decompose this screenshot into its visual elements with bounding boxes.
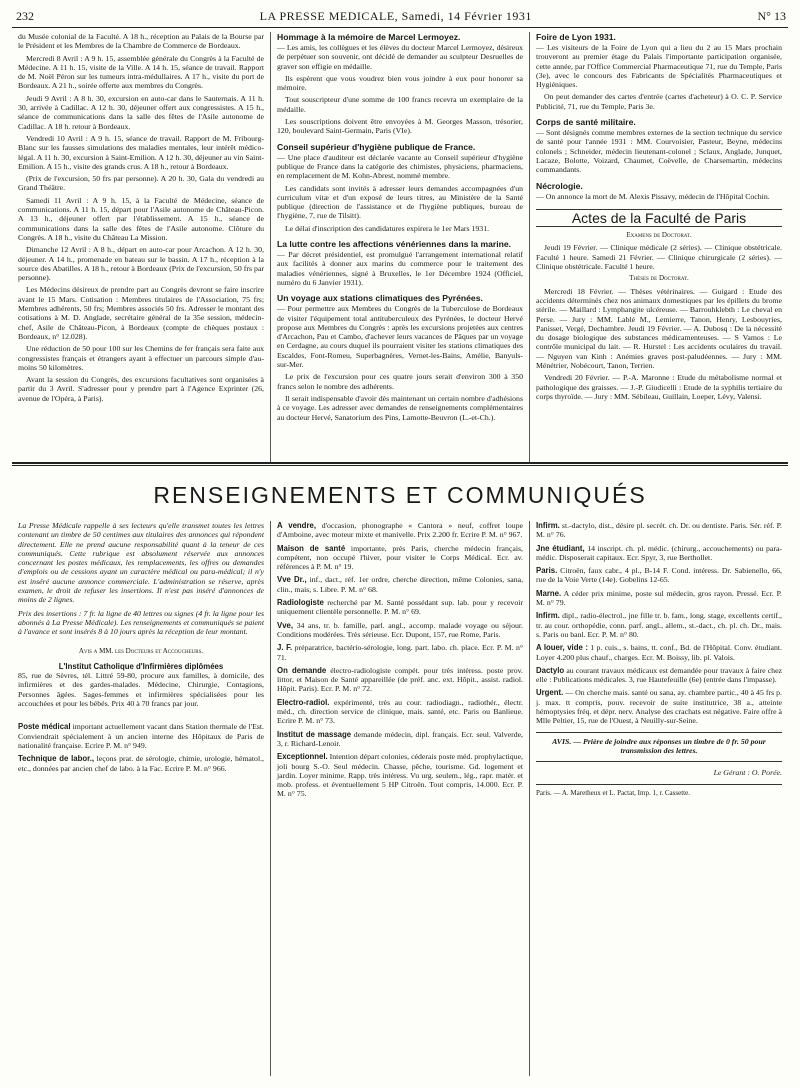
- paragraph: — Pour permettre aux Membres du Congrès de la Tuberculose de Bordeaux de visiter l'équipement total antituberculeux des Pyrénées, le docteur Hervé propose aux Membres du Congrès : après les excursions projetées aux centres d'Arcachon, Pau et Cambo, d'achever leurs vacances de Pâques par un voyage en Cerdagne, au cours duquel ils pourraient visiter les stations climatiques des Escaldes, Font-Romeu, Superbagnères, Vernet-les-Bains, Amélie, Banyuls-sur-Mer.: [277, 304, 523, 370]
- section-divider: [12, 465, 788, 466]
- paragraph: Dimanche 12 Avril : A 8 h., départ en auto-car pour Arcachon. A 12 h. 30, déjeuner. A 14 h., promenade en bateau sur le bassin. A 17 h., réception à la source des Abatilles. A 18 h., retour à Bordeaux (Prix de l'excursion, 50 frs par personne).: [18, 245, 264, 283]
- paragraph: Jeudi 19 Février. — Clinique médicale (2 séries). — Clinique obstétricale. Faculté 1 heure. Samedi 21 Février. — Clinique chirurgicale (2 séries). — Clinique obstétricale. Faculté 1 heure.: [536, 243, 782, 272]
- ad-heading: Electro-radiol.: [277, 697, 330, 707]
- classified-ad: [536, 611, 782, 639]
- classified-ad: [536, 544, 782, 563]
- ad-heading: Marne.: [536, 588, 562, 598]
- classified-ad: [536, 521, 782, 540]
- ad-heading: Paris.: [536, 566, 558, 576]
- ad-text: d'occasion, phonographe « Cantora » neuf, coffret loupe d'Amboine, avec moteur mixte et manivelle. Prix 2.200 fr. Ecrire P. M. n° 967.: [277, 521, 523, 540]
- page-number: 232: [16, 9, 34, 23]
- ad-text: — On cherche mais. santé ou sana, ay. chambre partic., 40 à 45 frs p. j. max. tt compris, pouv. recevoir de suite institutrice, 38 a., atteinte hémoptysies fréq. et dépr. nerv. Analyse des crachats est négative. Faire offre à Mlle Peltier, 15, rue de l'Ouest, à Neuilly-sur-Seine.: [536, 688, 782, 726]
- classified-ad: [277, 598, 523, 617]
- ad-text: 34 ans, tr. b. famille, parl. angl., accomp. malade voyage ou séjour. Conditions modérées. Très sérieuse. Ecr. Dupont, 157, rue Rome, Paris.: [277, 620, 523, 639]
- paragraph: Jeudi 9 Avril : A 8 h. 30, excursion en auto-car dans le Sauternais. A 11 h. 30, arrivée à Cadillac. A 12 h. 30, déjeuner offert aux congressistes. A 15 h., séance de communications dans la salle des fêtes de l'Asile autonome de Cadillac. A 18 h. retour à Bordeaux.: [18, 93, 264, 131]
- ad-heading: Technique de labor.,: [18, 754, 95, 764]
- newspaper-page: [12, 6, 788, 1076]
- classified-ad: [277, 666, 523, 694]
- paragraph: — Par décret présidentiel, est promulgué l'arrangement international relatif aux facilités à donner aux marins du commerce pour le traitement des maladies vénériennes, signé à Bruxelles, le 1er Décembre 1924 (Officiel, numéro du 6 Janvier 1931).: [277, 250, 523, 287]
- subheading-doctorat: Examens de Doctorat.: [626, 231, 692, 240]
- lermoyez-heading: Hommage à la mémoire de Marcel Lermoyez.: [277, 32, 461, 42]
- ad-text: Intention départ colonies, céderais poste méd. prophylactique, joli bourg S.-O. Seul médecin. Chasse, pêche, tourisme. Gd. logement et jardin. Loyer minime. Rapp. très intéress. Vu urg. seulem., lég., rapr. matér. et mob. profess. et éventuellement 5 HP Citroën. Tout compris, 14.000. Ecr. P. M. n° 75.: [277, 752, 523, 799]
- paragraph: Le délai d'inscription des candidatures expirera le 1er Mars 1931.: [285, 223, 490, 233]
- printer-line: Paris. — A. Maretheux et L. Pactat, Imp. 1, r. Cassette.: [536, 784, 782, 798]
- classified-ad: [277, 544, 523, 572]
- paragraph: du Musée colonial de la Faculté. A 18 h., réception au Palais de la Bourse par le Président et les Membres de la Chambre de Commerce de Bordeaux.: [18, 32, 264, 51]
- ad-heading: Maison de santé: [277, 543, 346, 553]
- ad-text: dipl., radio-électrol., jne fille tr. b. fam., long. stage, excellents certif., tr. au cour. orthopédie, conn. parf. angl., allem., st.-dact., ch. pl. ch. Dr., mais. s. Paris ou banl. Ecr. P. M. n° 80.: [536, 611, 782, 639]
- ad-heading: Dactylo: [536, 665, 565, 675]
- ad-text: leçons prat. de sérologie, chimie, urologie, hématol., etc., données par ancien chef de labo. à la Fac. Ecrire P. M. n° 966.: [18, 754, 265, 773]
- classified-ad: [536, 666, 782, 685]
- ad-heading: A vendre,: [277, 521, 316, 530]
- voyage-heading: Un voyage aux stations climatiques des Pyrénées.: [277, 293, 483, 304]
- ads-column-3: [529, 521, 788, 1076]
- paragraph: Le prix de l'excursion pour ces quatre jours serait d'environ 300 à 350 francs selon le nombre des adhérents.: [277, 372, 523, 391]
- ad-heading: Vve Dr.,: [277, 575, 307, 585]
- classified-ad: [277, 643, 523, 662]
- ad-text: important actuellement vacant dans Station thermale de l'Est. Conviendrait spécialement à un ancien interne des Hôpitaux de Paris de nationalité française. Ecrire P. M. n° 949.: [18, 722, 264, 750]
- ad-text: importante, près Paris, cherche médecin français, compétent, non occupé l'hiver, pour visiter le Corps Médical. Ecr. av. références à P. M. n° 19.: [277, 543, 523, 572]
- ad-heading: Infirm.: [536, 521, 560, 530]
- ad-text: Citroën, faux cabr., 4 pl., B-14 F. Cond. intéress. Dr. Sabienello, 66, rue de la Voie Verte (14e). Gobelins 12-65.: [536, 566, 782, 585]
- paragraph: — Une place d'auditeur est déclarée vacante au Conseil supérieur d'hygiène publique de France dans la catégorie des chimistes, physiciens, pharmaciens, en remplacement de M. Kohn-Abrest, nommé membre.: [277, 152, 523, 181]
- paragraph: Vendredi 10 Avril : A 9 h. 15, séance de travail. Rapport de M. Fribourg-Blanc sur les fausses simulations des maladies mentales, leur intérêt médico-légal. A 11 h. 30, excursion à Saint-Emilion. A 12 h. 30, déjeuner au vin Saint-Emilion. A 15 h., visite des grands crus. A 18 h., retour à Bordeaux.: [18, 133, 264, 171]
- paragraph: — Les visiteurs de la Foire de Lyon qui a lieu du 2 au 15 Mars prochain trouveront au premier étage du Palais l'importante participation organisée, cette année, par l'Office Commercial Pharmaceutique 71, rue du Temple, Paris (3e), avec le concours des Fabricants de Spécialités Pharmaceutiques et Hygiéniques.: [536, 43, 782, 90]
- classified-ad: [536, 688, 782, 725]
- ad-text: demande médecin, dipl. français. Ecr. seul. Valverde, 3, r. Richard-Lenoir.: [277, 729, 524, 748]
- classified-ad: [277, 698, 523, 726]
- paragraph: On peut demander des cartes d'entrée (cartes d'acheteur) à O. C. P. Service Publicité, 71, rue du Temple, Paris 3e.: [536, 92, 782, 111]
- ad-heading: A louer, vide :: [536, 643, 588, 653]
- venerien-heading: La lutte contre les affections vénériennes dans la marine.: [277, 239, 512, 250]
- top-section: [12, 32, 788, 462]
- paragraph: Les Médecins désireux de prendre part au Congrès devront se faire inscrire avant le 15 Mars. Cotisation : Membres titulaires de l'Association, 75 frs; Membres adhérents, 50 frs; Membres associés 50 frs. Adresser le montant des cotisations à M. D. Anglade, secrétaire général de la 35e session, médecin-chef, Asile de Château-Picon, à Bordeaux (compte de chèques postaux : Bordeaux, n° 12.028).: [18, 285, 264, 341]
- top-column-3: [529, 32, 788, 462]
- paragraph: Mercredi 8 Avril : A 9 h. 15, assemblée générale du Congrès à la Faculté de Médecine. A 11 h. 15, visite de la Ville. A 14 h. 15, séance de travail. Rapport de M. Noël Péron sur les tumeurs intra-médullaires. A 17 h., visite du port de Bordeaux. A 21 h., soirée offerte aux membres du Congrès.: [18, 53, 264, 91]
- gerant-signature: Le Gérant : O. Porée.: [536, 761, 782, 777]
- ad-text: préparatrice, bactério-sérologie, long. part. labo. ch. place. Ecr. P. M. n° 71.: [277, 643, 523, 662]
- hygiene-heading: Conseil supérieur d'hygiène publique de France.: [277, 141, 476, 152]
- ad-text: électro-radiologiste compét. pour très intéress. poste prov. littor, et Maison de Santé appareillée (de préf. anc. ext. Hôpit., assist. radiol. Hôpit. Paris). Ecr. P. M. n° 72.: [277, 665, 524, 694]
- ad-text: au courant travaux médicaux est demandée pour travaux à faire chez elle : Publications médicales. 3, rue Hautefeuille (6e) (entrée dans l'impasse).: [536, 665, 783, 685]
- top-column-2: [270, 32, 529, 462]
- ad-heading: Institut de massage: [277, 729, 352, 739]
- paragraph: La Presse Médicale rappelle à ses lecteurs qu'elle transmet toutes les lettres contenant un timbre de 50 centimes aux titulaires des annonces qui répondent directement. Elle ne prend aucune responsabilité quant à la teneur de ces communiqués. Cette rubrique est absolument réservée aux annonces concernant les postes médicaux, les remplacements, les offres ou demandes d'emplois ou de cessions ayant un caractère médical ou para-médical; il n'y est inséré aucune annonce commerciale. L'administration se réserve, après examen, le droit de refuser les insertions. Il n'est pas inséré d'annonces de moins de 2 lignes.: [18, 521, 264, 605]
- paragraph: (Prix de l'excursion, 50 frs par personne). A 20 h. 30, Gala du vendredi au Grand Théâtre.: [18, 174, 264, 193]
- paragraph: Il serait indispensable d'avoir dès maintenant un certain nombre d'adhésions à ce voyage. Les adresser avec demandes de renseignements complémentaires au docteur Hervé, Sanatorium des Pins, Lamotte-Beuvron (L.-et-Ch.).: [277, 393, 523, 422]
- ad-heading: Vve,: [277, 620, 294, 630]
- ad-text: 1 p. cuis., s. bains, tt. conf., Bd. de l'Hôpital. Conv. étudiant. Loyer 4.200 plus chauf., charges. Ecr. M. Boissy, lib. pl. Valois.: [536, 643, 782, 662]
- ad-heading: Poste médical: [18, 722, 71, 732]
- ad-text: st.-dactylo, dist., désire pl. secrét. ch. Dr. ou dentiste. Paris. Sér. réf. P. M. n° 76.: [536, 521, 782, 540]
- faculty-heading: Actes de la Faculté de Paris: [536, 209, 782, 227]
- classified-ad: [277, 521, 523, 540]
- paragraph: Samedi 11 Avril : A 9 h. 15, à la Faculté de Médecine, séance de communications. A 11 h. 15, départ pour l'Asile autonome de Château-Picon. A 13 h., déjeuner offert par l'établissement. A 15 h., séance de communications dans la salle des fêtes de l'Asile autonome. Clôture du Congrès. A 18 h., visite du Château La Mission.: [18, 195, 264, 242]
- section-banner: RENSEIGNEMENTS ET COMMUNIQUÉS: [153, 482, 647, 508]
- ad-heading: Jne étudiant,: [536, 543, 585, 553]
- avis-notice: AVIS. — Prière de joindre aux réponses un timbre de 0 fr. 50 pour transmission des lettres.: [536, 732, 782, 756]
- paragraph: Tout souscripteur d'une somme de 100 francs recevra un exemplaire de la médaille.: [277, 95, 523, 114]
- classified-ad: [536, 589, 782, 608]
- ad-text: inf., dact., réf. 1er ordre, cherche direction, même Colonies, sana, clin., mais, s. Libre. P. M. n° 68.: [277, 575, 524, 594]
- ad-text: A céder prix minime, poste sul médecin, gros rayon. Pressé. Ecr. P. M. n° 79.: [536, 588, 782, 608]
- ad-heading: Exceptionnel.: [277, 752, 328, 762]
- issue-number: N° 13: [757, 9, 786, 23]
- paragraph: Prix des insertions : 7 fr. la ligne de 40 lettres ou signes (4 fr. la ligne pour les abonnés à La Presse Médicale). Les renseignements et communiqués se paient à l'avance et sont insérés 8 à 10 jours après la réception de leur montant.: [18, 608, 264, 637]
- ads-column-2: [270, 521, 529, 1076]
- ad-text: expérimenté, très au cour. radiodiagn., radiothér., électr. méd., ch. direction service de clinique, mais. santé, etc. Paris ou Banlieue. Ecrire P. M. n° 73.: [277, 697, 523, 726]
- journal-title: LA PRESSE MEDICALE, Samedi, 14 Février 1931: [259, 9, 532, 23]
- ad-heading: On demande: [277, 665, 327, 675]
- paragraph: Les candidats sont invités à adresser leurs demandes accompagnées d'un curriculum vitæ et d'un exposé de leurs titres, au Ministère de la Santé publique (direction de l'assistance et de l'hygiène publiques, bureau de l'hygiène, 7, rue de Tilsitt).: [277, 183, 523, 221]
- paragraph: — On annonce la mort de M. Alexis Pissavy, médecin de l'Hôpital Cochin.: [536, 191, 770, 201]
- classifieds-section: [12, 521, 788, 1076]
- paragraph: Les souscriptions doivent être envoyées à M. Georges Masson, trésorier, 120, boulevard Saint-Germain, Paris (VIe).: [277, 117, 523, 136]
- paragraph: Avant la session du Congrès, des excursions facultatives sont organisées à partir du 3 Avril. S'adresser pour y prendre part à l'Agence Exprinter (26, avenue de l'Opéra, à Paris).: [18, 375, 264, 403]
- paragraph: 85, rue de Sèvres, tél. Littré 59-80, procure aux familles, à domicile, des infirmières et des gardes-malades. Médecine, Chirurgie, Contagions, Personnes âgées. Sages-femmes et infirmières spécialisées pour les accouchées et pour les bébés. Prix 40 à 70 francs par jour.: [18, 671, 264, 709]
- ad-text: 14 inscript. ch. pl. médic. (chirurg., accouchements) ou para-médic. Disposerait capitaux. Ecr. Spyr, 3, rue Berthollet.: [536, 543, 782, 562]
- necrologie-heading: Nécrologie.: [536, 180, 583, 191]
- classified-ad: [277, 730, 523, 749]
- page-header: [12, 6, 788, 28]
- paragraph: Ils espèrent que vous voudrez bien vous joindre à eux pour honorer sa mémoire.: [277, 73, 523, 93]
- classified-ad: [536, 566, 782, 585]
- avis-heading: Avis a MM. les Docteurs et Accoucheurs.: [78, 646, 204, 655]
- subheading-theses: Thèses de Doctorat.: [629, 274, 689, 283]
- ad-heading: Infirm.: [536, 611, 560, 621]
- classified-ad: [277, 575, 523, 594]
- foire-heading: Foire de Lyon 1931.: [536, 32, 616, 42]
- paragraph: — Sont désignés comme membres externes de la section technique du service de santé pour l'année 1931 : MM. Courvoisier, Pasteur, Beyne, médecins colonels ; Schneider, médecin lieutenant-colonel ; Sclaux, Anglade, Junquet, Lacaze, Bolotte, Voizard, Chaumet, Coëvelle, de Charsemartin, médecins commandants.: [536, 128, 782, 175]
- paragraph: Une réduction de 50 pour 100 sur les Chemins de fer français sera faite aux congressistes français et étrangers ayant à effectuer un parcours simple d'au-moins 50 kilomètres.: [18, 344, 264, 372]
- ad-heading: Urgent.: [536, 688, 564, 698]
- paragraph: Mercredi 18 Février. — Thèses vétérinaires. — Guigard : Etude des accidents déterminés chez nos animaux domestiques par les épillets du brome stérile. — Maillard : Lymphangite ulcéreuse. — Barrouhklebth : Le cheval en Perse. — Jury : MM. Lablé M., Lemierre, Tanon, Henry, Lesbouyries, Panisset, Vergé, Dechambre. Jeudi 19 Février. — A. Dubosq : De la nécessité du dosage biologique des substances médicamenteuses. — S Vamos : Le contrôle municipal du lait. — R. Hurstel : Les accidents oculaires du travail. — Nguyen van Kinh : Anémies graves post-paludéennes. — Jury : MM. Ménétrier, Nobécourt, Tanon, Terrien.: [536, 286, 782, 371]
- corps-heading: Corps de santé militaire.: [536, 117, 636, 128]
- institut-heading: L'Institut Catholique d'Infirmières diplômées: [58, 661, 224, 671]
- classified-ad: [277, 621, 523, 640]
- ads-column-1: [12, 521, 270, 1076]
- classified-ad: [536, 643, 782, 662]
- ad-text: recherché par M. Santé possédant sup. lab. pour y recevoir uniquement clientèle personnelle. P. M. n° 69.: [277, 598, 523, 617]
- section-divider: [12, 462, 788, 464]
- ad-heading: J. F.: [277, 643, 293, 653]
- paragraph: — Les amis, les collègues et les élèves du docteur Marcel Lermoyez, désireux de perpétuer son souvenir, ont décidé de demander au sculpteur Desruelles de graver son effigie en médaille.: [277, 43, 523, 71]
- classified-ad: [277, 752, 523, 798]
- ad-heading: Radiologiste: [277, 598, 324, 608]
- paragraph: Vendredi 20 Février. — P.-A. Maronne : Etude du métabolisme normal et pathologique des graisses. — J.-P. Giudicelli : Etude de la syphilis tertiaire du corps thyroïde. — Jury : MM. Sébileau, Guillain, Loeper, Lévy, Valensi.: [536, 373, 782, 401]
- top-column-1: [12, 32, 270, 462]
